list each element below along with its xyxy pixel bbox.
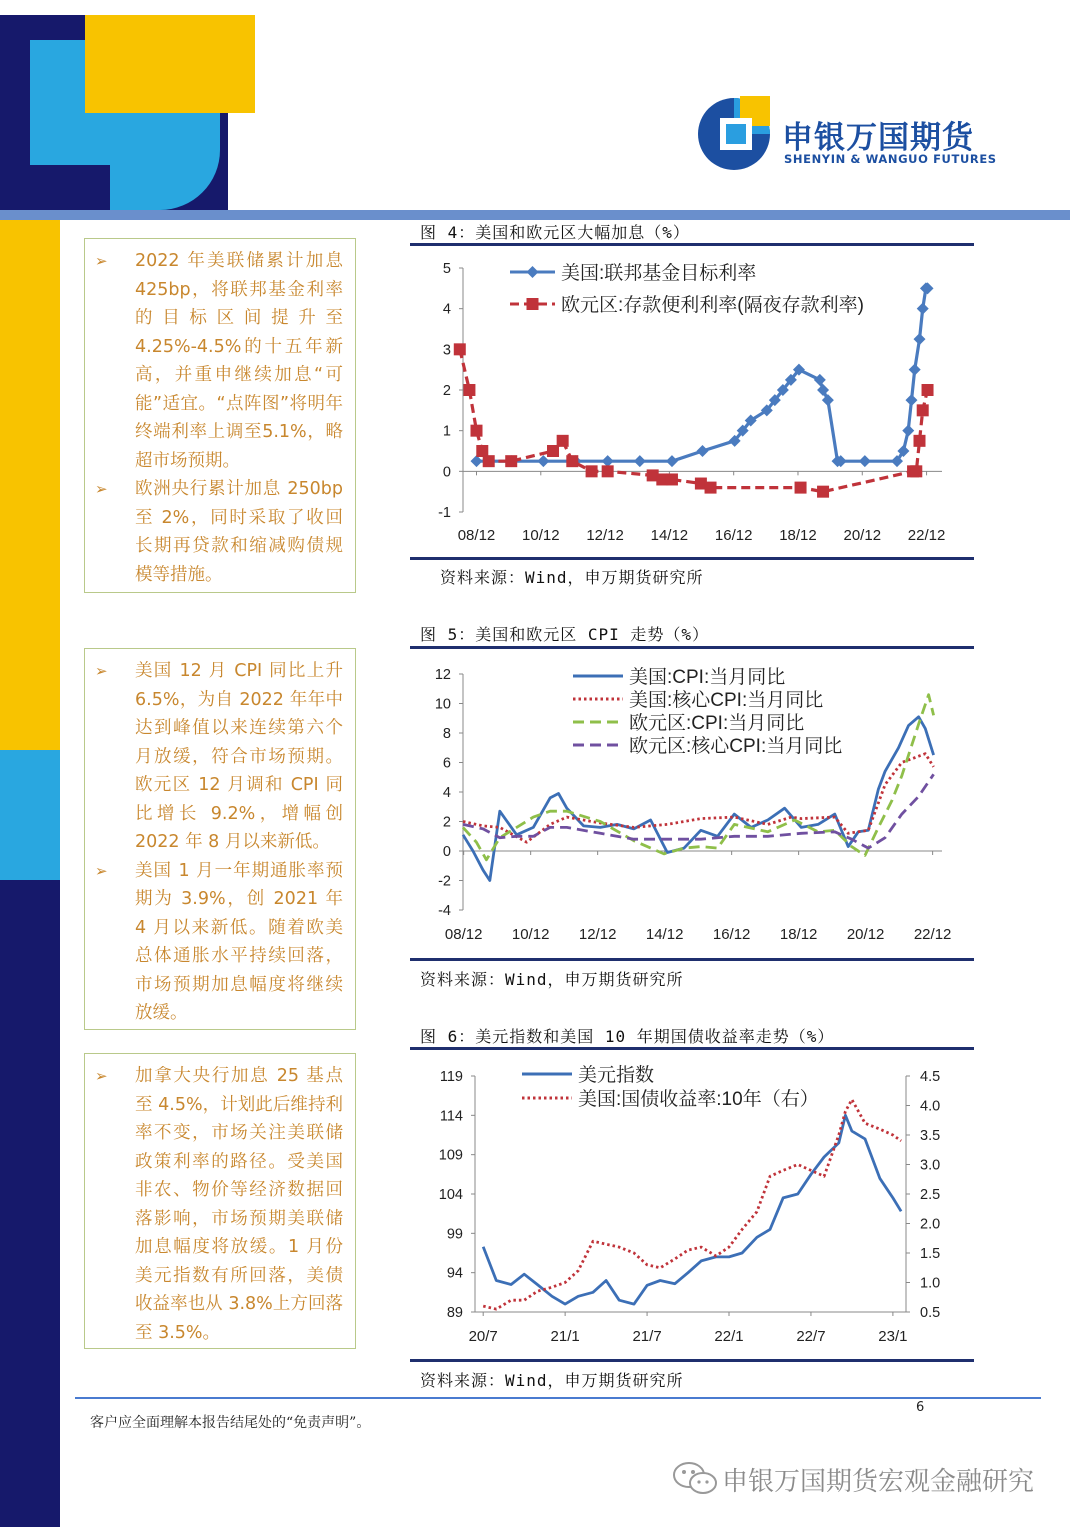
header-block-yellow: [85, 15, 255, 113]
y-tick-label: 8: [442, 726, 451, 742]
left-stripe-cyan: [0, 750, 60, 880]
bullet-cpi-trend: ➢ 美国 12 月 CPI 同比上升 6.5%，为自 2022 年年中达到峰值以来连续第六个月放缓，符合市场预期。欧元区 12 月调和 CPI 同比增长 9.2%，增幅创 2022 年 8 月以来新低。: [95, 657, 343, 857]
x-tick-label: 20/7: [468, 1328, 498, 1345]
fig6-source: 资料来源：Wind，申万期货研究所: [420, 1371, 684, 1390]
fig6-title: 图 6：美元指数和美国 10 年期国债收益率走势（%）: [420, 1027, 835, 1046]
y-tick-label: 6: [442, 755, 451, 772]
x-tick-label: 22/7: [796, 1328, 826, 1345]
x-tick-label: 18/12: [779, 926, 818, 943]
fig6-top-rule: [410, 1047, 974, 1050]
x-tick-label: 20/12: [846, 926, 885, 943]
y2-tick-label: 2.0: [920, 1216, 941, 1233]
x-tick-label: 12/12: [586, 527, 624, 544]
x-tick-label: 10/12: [522, 527, 560, 544]
left-stripe-navy: [0, 880, 60, 1527]
data-point-diamond: [859, 455, 871, 467]
legend-label: 美元指数: [578, 1065, 655, 1086]
y-tick-label: 0: [442, 844, 451, 860]
fig4-top-rule: [410, 243, 974, 246]
data-point-diamond: [814, 374, 826, 386]
data-point-square: [483, 455, 495, 467]
summary-box-cpi: [84, 648, 356, 1030]
series-line-0: [483, 1115, 901, 1304]
bullet-fed-hikes: ➢ 2022 年美联储累计加息 425bp，将联邦基金利率的目标区间提升至4.25%-4.5%的十五年新高，并重申继续加息“可能”适宜。“点阵图”将明年终端利率上调至5.1%，略超市场预期。: [95, 247, 343, 475]
y-tick-label: -4: [438, 903, 451, 919]
data-point-diamond: [902, 425, 914, 437]
data-point-square: [705, 482, 717, 494]
data-point-square: [454, 343, 466, 355]
fig4-chart: [410, 250, 974, 555]
data-point-diamond: [909, 364, 921, 376]
left-stripe-yellow: [0, 220, 60, 750]
footer-rule: [75, 1397, 1041, 1399]
data-point-square: [463, 384, 475, 396]
legend-label: 欧元区:核心CPI:当月同比: [629, 736, 843, 757]
legend-label: 美国:联邦基金目标利率: [561, 263, 757, 284]
x-tick-label: 21/1: [550, 1328, 580, 1345]
fig4-title: 图 4：美国和欧元区大幅加息（%）: [420, 223, 690, 242]
legend-label: 美国:核心CPI:当月同比: [629, 690, 824, 711]
x-tick-label: 08/12: [444, 926, 483, 943]
bullet-boc-and-dollar: ➢ 加拿大央行加息 25 基点至 4.5%，计划此后维持利率不变，市场关注美联储政策利率的路径。受美国非农、物价等经济数据回落影响，市场预期美联储加息幅度将放缓。1 月份美元指数有所回落，美债收益率也从 3.8%上方回落至 3.5%。: [95, 1062, 343, 1347]
data-point-square: [505, 455, 517, 467]
y-tick-label: 5: [442, 261, 451, 277]
y2-tick-label: 1.5: [920, 1246, 941, 1262]
data-point-diamond: [822, 394, 834, 406]
x-tick-label: 23/1: [878, 1328, 908, 1345]
y2-tick-label: 4.0: [920, 1098, 941, 1115]
y-tick-label: 10: [434, 696, 451, 713]
fig5-bottom-rule: [410, 958, 974, 961]
data-point-square: [922, 384, 934, 396]
summary-box-dollar: [84, 1053, 356, 1349]
fig5-top-rule: [410, 646, 974, 649]
fig5-title: 图 5：美国和欧元区 CPI 走势（%）: [420, 625, 710, 644]
data-point-diamond: [905, 394, 917, 406]
series-line-3: [463, 774, 934, 848]
y2-tick-label: 4.5: [920, 1069, 941, 1085]
y-tick-label: 0: [442, 464, 451, 481]
x-tick-label: 22/12: [913, 926, 952, 943]
y-tick-label: 89: [446, 1305, 463, 1321]
data-point-square: [586, 465, 598, 477]
y2-tick-label: 3.0: [920, 1157, 941, 1174]
legend-label: 欧元区:存款便利利率(隔夜存款利率): [561, 295, 864, 316]
x-tick-label: 12/12: [578, 926, 617, 943]
y-tick-label: 12: [434, 667, 451, 683]
header-rule: [0, 210, 1070, 220]
legend-marker: [527, 266, 539, 278]
logo-mark-icon: [696, 96, 776, 172]
y2-tick-label: 2.5: [920, 1187, 941, 1203]
y-tick-label: 1: [442, 423, 451, 440]
fig4-bottom-rule: [410, 557, 974, 560]
x-tick-label: 20/12: [843, 527, 882, 544]
data-point-square: [795, 482, 807, 494]
fig6-bottom-rule: [410, 1359, 974, 1362]
bullet-inflation-expectation: ➢ 美国 1 月一年期通胀率预期为 3.9%，创 2021 年 4 月以来新低。随着欧美总体通胀水平持续回落，市场预期加息幅度将继续放缓。: [95, 857, 343, 1028]
data-point-square: [817, 486, 829, 498]
data-point-square: [557, 435, 569, 447]
data-point-diamond: [666, 455, 678, 467]
y-tick-label: 4: [442, 301, 451, 318]
y-tick-label: 4: [442, 785, 451, 801]
watermark-text: 申银万国期货宏观金融研究: [722, 1466, 1035, 1497]
fig5-chart: [410, 652, 974, 957]
legend-label: 美国:CPI:当月同比: [629, 667, 786, 688]
data-point-diamond: [917, 303, 929, 315]
x-tick-label: 14/12: [645, 926, 684, 943]
logo-name-cn: 申银万国期货: [782, 120, 974, 156]
x-tick-label: 16/12: [714, 527, 753, 544]
wechat-icon: [672, 1460, 718, 1498]
data-point-diamond: [697, 445, 709, 457]
data-point-square: [602, 465, 614, 477]
fig4-source: 资料来源：Wind，申万期货研究所: [440, 568, 704, 587]
y-tick-label: 2: [442, 383, 451, 399]
y-tick-label: -2: [438, 873, 451, 890]
data-point-square: [913, 435, 925, 447]
series-line-1: [460, 349, 928, 491]
y2-tick-label: 0.5: [920, 1305, 941, 1321]
y-tick-label: 2: [442, 814, 451, 831]
legend-label: 美国:国债收益率:10年（右）: [578, 1089, 819, 1110]
y-tick-label: 109: [438, 1147, 463, 1164]
brand-logo: [696, 96, 996, 172]
y-tick-label: 104: [438, 1187, 463, 1203]
fig6-chart: [410, 1054, 974, 1354]
fig5-source: 资料来源：Wind，申万期货研究所: [420, 970, 684, 989]
x-tick-label: 14/12: [650, 527, 689, 544]
summary-box-rates: [84, 238, 356, 593]
x-tick-label: 18/12: [779, 527, 817, 544]
x-tick-label: 22/12: [907, 527, 946, 544]
data-point-diamond: [913, 333, 925, 345]
y-tick-label: 94: [446, 1265, 463, 1282]
bullet-ecb-hikes: ➢ 欧洲央行累计加息 250bp 至 2%，同时采取了收回长期再贷款和缩减购债规模等措施。: [95, 475, 343, 589]
legend-label: 欧元区:CPI:当月同比: [629, 713, 805, 734]
y-tick-label: 119: [439, 1069, 463, 1085]
data-point-diamond: [922, 282, 934, 294]
y2-tick-label: 3.5: [920, 1128, 941, 1144]
x-tick-label: 10/12: [511, 926, 550, 943]
y-tick-label: 3: [442, 342, 451, 359]
y-tick-label: 114: [439, 1108, 463, 1125]
x-tick-label: 08/12: [457, 527, 496, 544]
y-tick-label: 99: [446, 1226, 463, 1243]
series-line-1: [463, 754, 934, 843]
data-point-square: [917, 404, 929, 416]
data-point-square: [471, 425, 483, 437]
x-tick-label: 16/12: [712, 926, 751, 943]
x-tick-label: 21/7: [632, 1328, 662, 1345]
y-tick-label: -1: [438, 505, 451, 521]
disclaimer: 客户应全面理解本报告结尾处的“免责声明”。: [90, 1415, 371, 1431]
watermark: [672, 1460, 1034, 1498]
logo-name-en: SHENYIN & WANGUO FUTURES: [784, 152, 997, 166]
page-number: 6: [916, 1400, 925, 1415]
data-point-diamond: [817, 384, 829, 396]
data-point-square: [566, 455, 578, 467]
series-line-1: [483, 1100, 901, 1310]
data-point-square: [666, 473, 678, 485]
legend-marker: [527, 298, 539, 310]
y2-tick-label: 1.0: [920, 1275, 941, 1292]
x-tick-label: 22/1: [714, 1328, 744, 1345]
data-point-diamond: [634, 455, 646, 467]
data-point-square: [910, 465, 922, 477]
